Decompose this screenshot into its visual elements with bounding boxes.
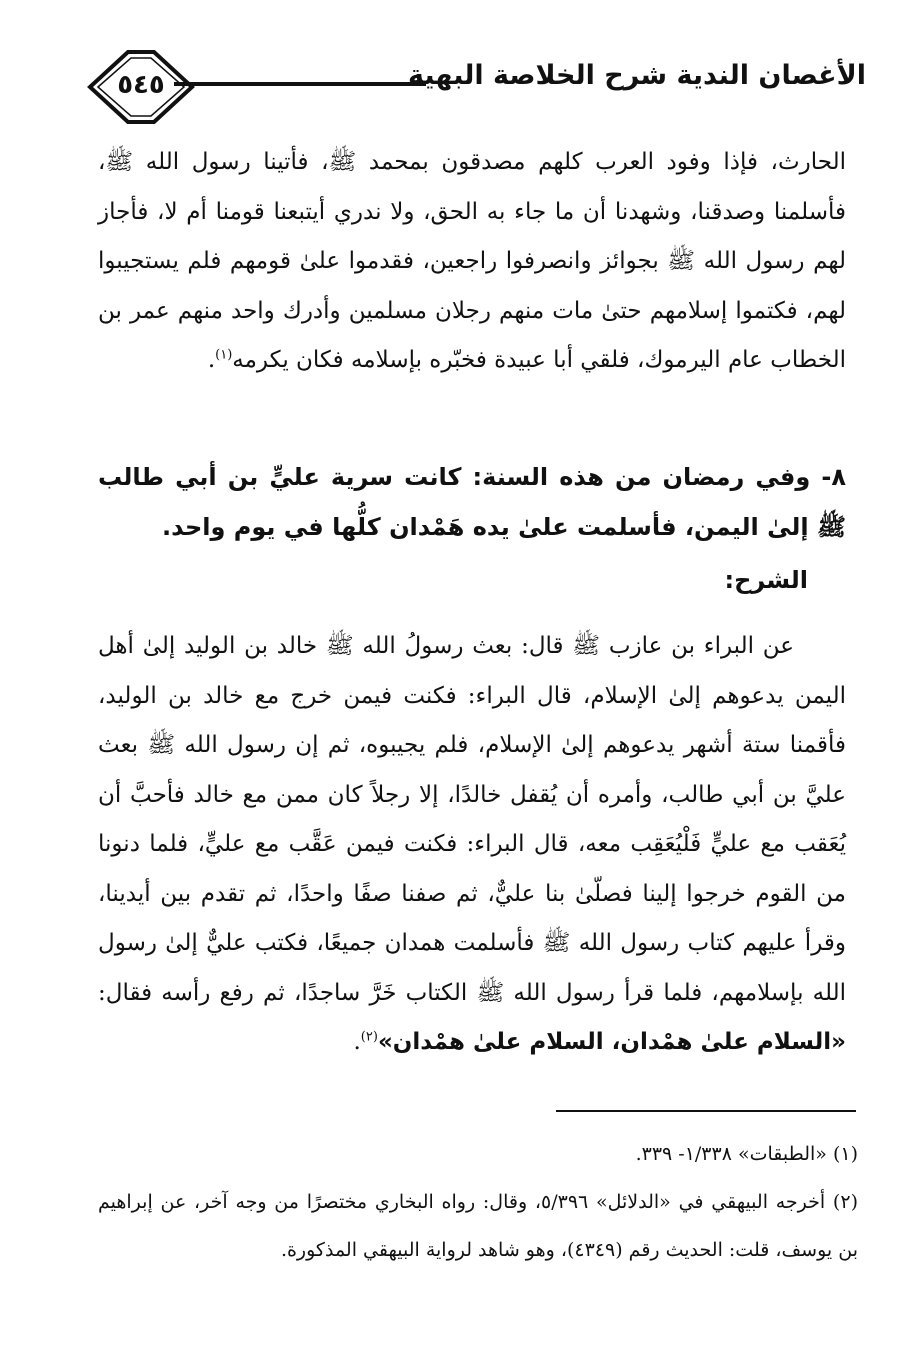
section-heading: ٨- وفي رمضان من هذه السنة: كانت سرية عليٍّ بن أبي طالب ﷺ إلىٰ اليمن، فأسلمت علىٰ يده هَمْدان كلُّها في يوم واحد. (98, 463, 846, 541)
footnotes (98, 1130, 858, 1274)
commentary-end: . (353, 1029, 361, 1055)
footnote-ref-1: (١) (215, 347, 233, 363)
intro-end: . (207, 347, 216, 373)
page-number-badge (86, 48, 196, 126)
footnote-separator (556, 1110, 856, 1112)
header-rule (174, 82, 426, 86)
intro-text: الحارث، فإذا وفود العرب كلهم مصدقون بمحمد ﷺ، فأتينا رسول الله ﷺ، فأسلمنا وصدقنا، وشهدنا أن ما جاء به الحق، ولا ندري أيتبعنا قومنا أم لا، فأجاز لهم رسول الله ﷺ بجوائز وانصرفوا راجعين، فقدموا علىٰ قومهم فلم يستجيبوا لهم، فكتموا إسلامهم حتىٰ مات منهم رجلان مسلمين وأدرك واحد منهم عمر بن الخطاب عام اليرموك، فلقي أبا عبيدة فخبّره بإسلامه فكان يكرمه (98, 149, 846, 373)
commentary-quote: «السلام علىٰ همْدان، السلام علىٰ همْدان» (377, 1029, 846, 1055)
footnote-ref-2: (٢) (360, 1029, 378, 1045)
running-title: الأغصان الندية شرح الخلاصة البهية (408, 60, 866, 91)
page-header (86, 48, 866, 126)
commentary-text: عن البراء بن عازب ﷺ قال: بعث رسولُ الله ﷺ خالد بن الوليد إلىٰ أهل اليمن يدعوهم إلىٰ الإسلام، قال البراء: فكنت فيمن خرج مع خالد بن الوليد، فأقمنا ستة أشهر يدعوهم إلىٰ الإسلام، فلم يجيبوه، ثم إن رسول الله ﷺ بعث عليَّ بن أبي طالب، وأمره أن يُقفل خالدًا، إلا رجلاً كان ممن مع خالد فأحبَّ أن يُعَقب مع عليٍّ فَلْيُعَقِب معه، قال البراء: فكنت فيمن عَقَّب مع عليٍّ، فلما دنونا من القوم خرجوا إلينا فصلّىٰ بنا عليٌّ، ثم صفنا صفًا واحدًا، ثم تقدم بين أيدينا، وقرأ عليهم كتاب رسول الله ﷺ فأسلمت همدان جميعًا، فكتب عليٌّ إلىٰ رسول الله بإسلامهم، فلما قرأ رسول الله ﷺ الكتاب خَرَّ ساجدًا، ثم رفع رأسه فقال: (98, 633, 846, 1006)
page-number: ٥٤٥ (117, 70, 165, 100)
commentary-paragraph (98, 622, 846, 1068)
commentary-label: الشرح: (724, 566, 808, 594)
footnote-1: (١) «الطبقات» ١/٣٣٨- ٣٣٩. (635, 1143, 858, 1165)
intro-paragraph (98, 138, 846, 386)
footnote-2: (٢) أخرجه البيهقي في «الدلائل» ٥/٣٩٦، وقال: رواه البخاري مختصرًا من وجه آخر، عن إبراهيم بن يوسف، قلت: الحديث رقم (٤٣٤٩)، وهو شاهد لرواية البيهقي المذكورة. (98, 1191, 858, 1261)
